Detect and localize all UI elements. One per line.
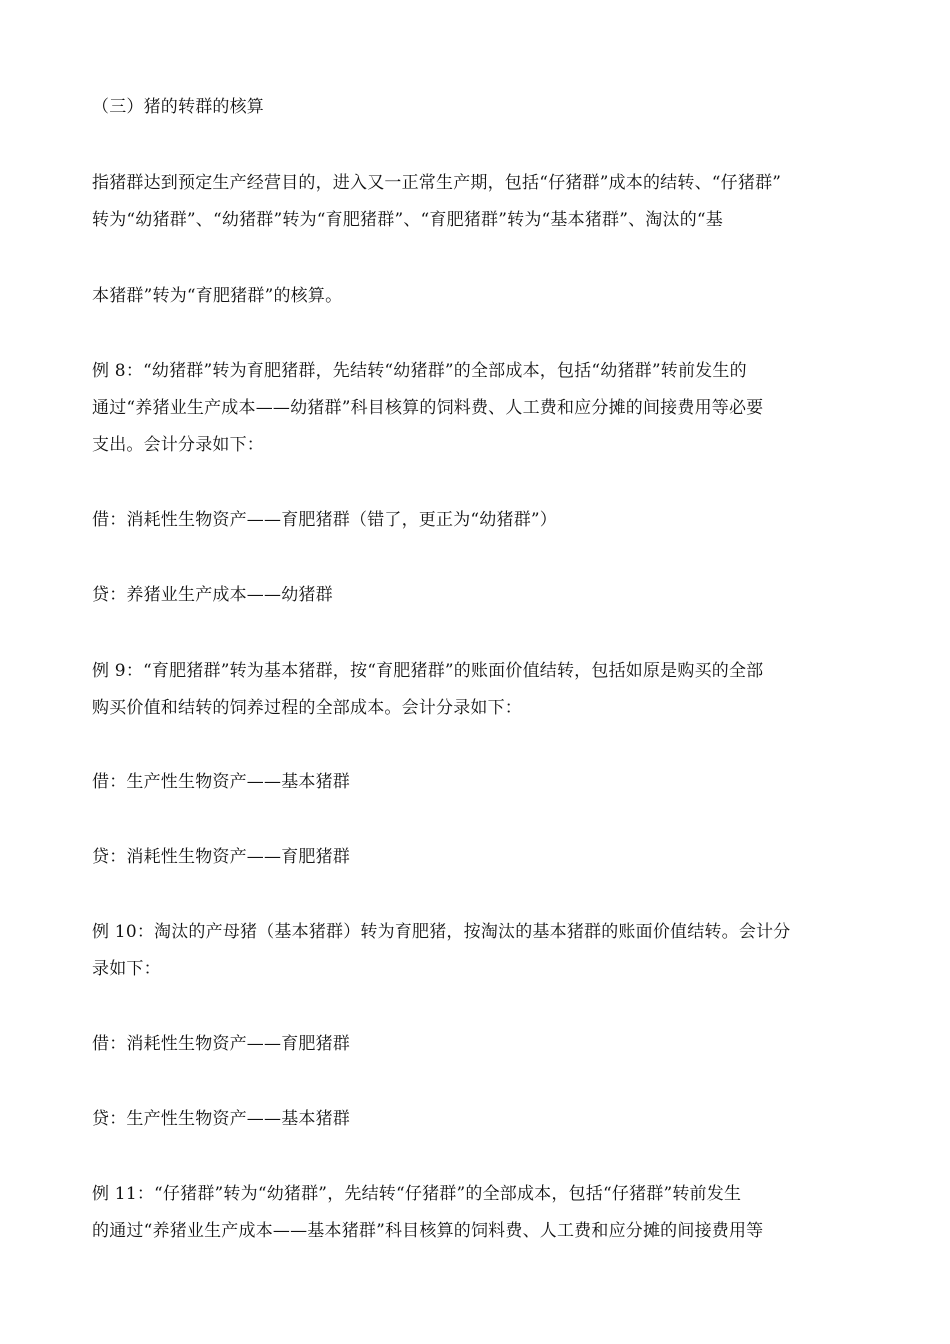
intro-line-2: 转为“幼猪群”、“幼猪群”转为“育肥猪群”、“育肥猪群”转为“基本猪群”、淘汰的“基: [92, 210, 723, 230]
example-11-line-2: 的通过“养猪业生产成本——基本猪群”科目核算的饲料费、人工费和应分摊的间接费用等: [92, 1221, 764, 1241]
example-10-line-2: 录如下：: [92, 959, 161, 979]
example-8-line-2: 通过“养猪业生产成本——幼猪群”科目核算的饲料费、人工费和应分摊的间接费用等必要: [92, 398, 764, 418]
example-11-line-1: 例 11：“仔猪群”转为“幼猪群”，先结转“仔猪群”的全部成本，包括“仔猪群”转前发生: [92, 1184, 742, 1204]
example-10-line-1: 例 10：淘汰的产母猪（基本猪群）转为育肥猪，按淘汰的基本猪群的账面价值结转。会计分: [92, 922, 791, 942]
example-8-credit: 贷：养猪业生产成本——幼猪群: [92, 585, 333, 605]
example-9-debit: 借：生产性生物资产——基本猪群: [92, 772, 350, 792]
intro-line-3: 本猪群”转为“育肥猪群”的核算。: [92, 286, 343, 306]
example-10-debit: 借：消耗性生物资产——育肥猪群: [92, 1034, 350, 1054]
example-8-debit: 借：消耗性生物资产——育肥猪群（错了，更正为“幼猪群”）: [92, 510, 557, 530]
example-8-line-3: 支出。会计分录如下：: [92, 435, 264, 455]
example-10-credit: 贷：生产性生物资产——基本猪群: [92, 1109, 350, 1129]
example-9-line-2: 购买价值和结转的饲养过程的全部成本。会计分录如下：: [92, 698, 522, 718]
example-8-line-1: 例 8：“幼猪群”转为育肥猪群，先结转“幼猪群”的全部成本，包括“幼猪群”转前发生的: [92, 361, 747, 381]
intro-line-1: 指猪群达到预定生产经营目的，进入又一正常生产期，包括“仔猪群”成本的结转、“仔猪群”: [92, 173, 782, 193]
example-9-credit: 贷：消耗性生物资产——育肥猪群: [92, 847, 350, 867]
section-heading: （三）猪的转群的核算: [92, 97, 264, 117]
example-9-line-1: 例 9：“育肥猪群”转为基本猪群，按“育肥猪群”的账面价值结转，包括如原是购买的全部: [92, 661, 764, 681]
